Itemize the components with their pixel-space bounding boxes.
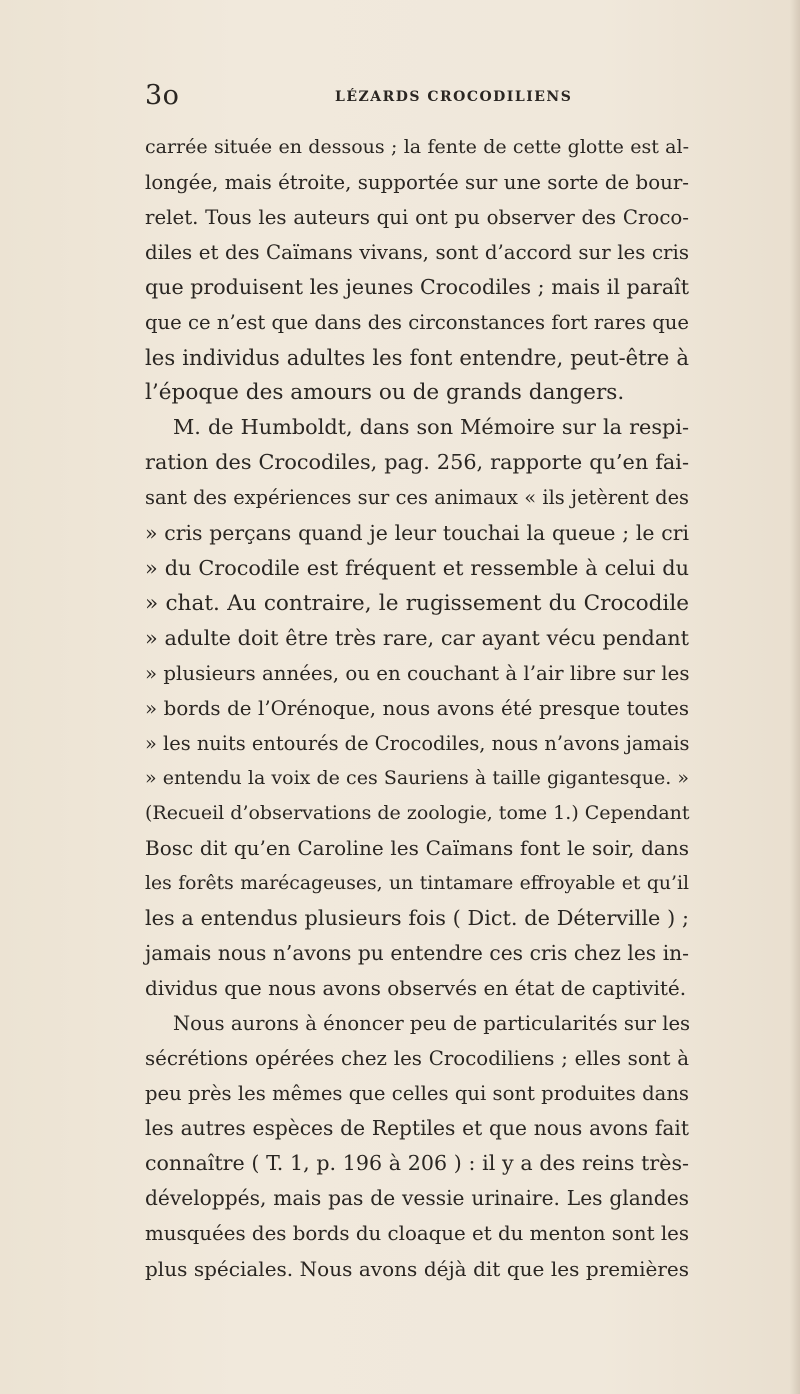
text-line: musquées des bords du cloaque et du menton sont les: [145, 1222, 689, 1246]
text-line: que ce n’est que dans des circonstances fort rares que: [145, 311, 689, 335]
text-line: les individus adultes les font entendre, peut-être à: [145, 345, 689, 371]
text-line: les autres espèces de Reptiles et que nous avons fait: [145, 1116, 689, 1141]
text-line: » plusieurs années, ou en couchant à l’air libre sur les: [145, 661, 690, 685]
text-line: » entendu la voix de ces Sauriens à taille gigantesque. »: [145, 766, 689, 789]
text-line: jamais nous n’avons pu entendre ces cris chez les in-: [145, 941, 689, 966]
text-line: » adulte doit être très rare, car ayant vécu pendant: [145, 625, 689, 650]
text-line: plus spéciales. Nous avons déjà dit que les premières: [145, 1256, 689, 1281]
text-line: » chat. Au contraire, le rugissement du Crocodile: [145, 590, 689, 616]
text-line: ration des Crocodiles, pag. 256, rapporte qu’en fai-: [145, 450, 689, 475]
running-title: LÉZARDS CROCODILIENS: [335, 89, 573, 105]
text-line: Nous aurons à énoncer peu de particularités sur les: [173, 1012, 691, 1036]
text-line: l’époque des amours ou de grands dangers.: [145, 380, 625, 406]
text-line: longée, mais étroite, supportée sur une sorte de bour-: [145, 171, 689, 195]
text-line: » du Crocodile est fréquent et ressemble à celui du: [145, 555, 689, 580]
text-line: peu près les mêmes que celles qui sont produites dans: [145, 1082, 689, 1106]
text-line: dividus que nous avons observés en état de captivité.: [145, 976, 687, 1001]
page-number: 3o: [145, 80, 180, 111]
text-line: sant des expériences sur ces animaux « ils jetèrent des: [145, 486, 689, 510]
text-line: carrée située en dessous ; la fente de cette glotte est al-: [145, 136, 689, 158]
page-edge-shadow: [790, 0, 800, 1394]
text-line: connaître ( T. 1, p. 196 à 206 ) : il y a des reins très-: [145, 1151, 689, 1176]
text-line: développés, mais pas de vessie urinaire. Les glandes: [145, 1186, 689, 1211]
text-line: » les nuits entourés de Crocodiles, nous n’avons jamais: [145, 731, 690, 755]
text-line: » bords de l’Orénoque, nous avons été presque toutes: [145, 696, 689, 720]
running-head: [145, 80, 685, 116]
text-line: relet. Tous les auteurs qui ont pu observer des Croco-: [145, 206, 689, 230]
text-line: que produisent les jeunes Crocodiles ; mais il paraît: [145, 275, 689, 300]
text-line: M. de Humboldt, dans son Mémoire sur la respi-: [173, 415, 689, 440]
text-line: (Recueil d’observations de zoologie, tome 1.) Cependant: [145, 801, 690, 824]
text-line: les a entendus plusieurs fois ( Dict. de Déterville ) ;: [145, 906, 689, 931]
body-text: [145, 130, 689, 1287]
text-line: diles et des Caïmans vivans, sont d’accord sur les cris: [145, 241, 689, 265]
text-line: Bosc dit qu’en Caroline les Caïmans font le soir, dans: [145, 835, 689, 860]
text-line: les forêts marécageuses, un tintamare effroyable et qu’il: [145, 872, 689, 894]
text-line: » cris perçans quand je leur touchai la queue ; le cri: [145, 520, 689, 545]
text-line: sécrétions opérées chez les Crocodiliens ; elles sont à: [145, 1047, 689, 1071]
